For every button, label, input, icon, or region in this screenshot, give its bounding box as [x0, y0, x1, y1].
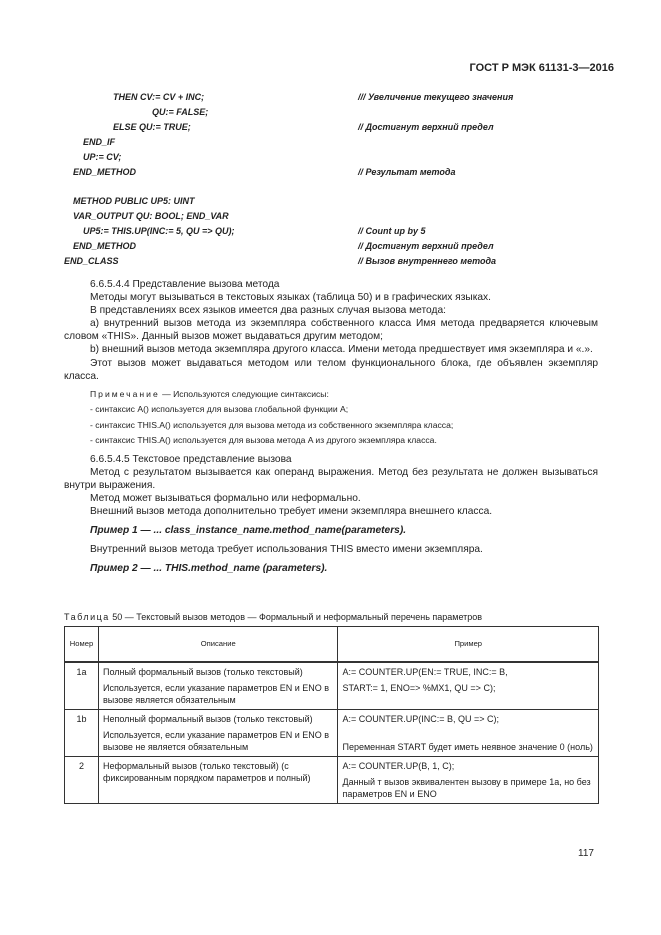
- row-num: 1a: [65, 662, 99, 710]
- paragraph: а) внутренний вызов метода из экземпляра собственного класса Имя метода предваряется ключевым словом «THIS». Данный вызов может выдаваться другим методом;: [64, 318, 598, 343]
- code-line: END_METHOD: [73, 241, 137, 251]
- example: Пример 1 — ... class_instance_name.method_name(parameters).: [90, 525, 407, 537]
- example-line: Данный т вызов эквивалентен вызову в примере 1а, но без параметров EN и ENO: [342, 777, 591, 799]
- example-line: A:= COUNTER.UP(EN:= TRUE, INC:= B,: [342, 667, 508, 677]
- table-caption-text: 50 — Текстовый вызов методов — Формальный и неформальный перечень параметров: [109, 612, 483, 622]
- code-line: THEN CV:= CV + INC;: [113, 92, 205, 102]
- paragraph: Методы могут вызываться в текстовых языках (таблица 50) и в графических языках.: [90, 292, 491, 304]
- row-desc: [98, 757, 338, 804]
- code-line: VAR_OUTPUT QU: BOOL; END_VAR: [73, 211, 229, 221]
- paragraph: Метод с результатом вызывается как операнд выражения. Метод без результата не должен вызываться внутри выражения.: [64, 466, 598, 491]
- note-label: Примечание: [90, 388, 160, 399]
- row-example: [338, 757, 599, 804]
- table-header-row: [65, 627, 599, 663]
- code-comment: // Count up by 5: [358, 226, 426, 236]
- header-num: Номер: [65, 627, 99, 663]
- paragraph: Метод может вызываться формально или неформально.: [90, 493, 361, 505]
- methods-table: [64, 626, 599, 804]
- table-caption-label: Таблица: [64, 612, 110, 622]
- code-line: END_IF: [83, 137, 116, 147]
- desc-line: Используется, если указание параметров EN и ENO в вызове не является обязательным: [102, 730, 330, 752]
- table-row: [65, 662, 599, 710]
- desc-line: Используется, если указание параметров EN и ENO в вызове является обязательным: [102, 683, 330, 705]
- desc-line: Полный формальный вызов (только текстовый): [102, 667, 303, 677]
- example-line: A:= COUNTER.UP(B, 1, C);: [342, 761, 455, 771]
- table-row: [65, 710, 599, 757]
- code-comment: // Вызов внутреннего метода: [358, 256, 497, 266]
- code-comment: /// Увеличение текущего значения: [358, 92, 514, 102]
- code-comment: // Результат метода: [358, 167, 456, 177]
- code-line: METHOD PUBLIC UP5: UINT: [73, 196, 195, 206]
- code-comment: // Достигнут верхний предел: [358, 241, 494, 251]
- desc-line: Неформальный вызов (только текстовый) (с фиксированным порядком параметров и полный): [102, 761, 311, 783]
- body-text: [64, 278, 598, 582]
- code-comment: // Достигнут верхний предел: [358, 122, 494, 132]
- example-line: Переменная START будет иметь неявное значение 0 (ноль): [342, 742, 593, 752]
- paragraph: В представлениях всех языков имеется два разных случая вызова метода:: [90, 305, 446, 317]
- note-item: - синтаксис THIS.A() используется для вызова метода A из другого экземпляра класса.: [90, 435, 437, 446]
- paragraph: Внутренний вызов метода требует использования THIS вместо имени экземпляра.: [90, 544, 483, 556]
- note: [64, 387, 598, 403]
- code-line: END_METHOD: [73, 167, 137, 177]
- row-example: [338, 710, 599, 757]
- page-number: 117: [578, 848, 594, 859]
- table-caption: [64, 612, 482, 622]
- example-line: A:= COUNTER.UP(INC:= B, QU => C);: [342, 714, 499, 724]
- paragraph: Этот вызов может выдаваться методом или телом функционального блока, где объявлен экземпляр класса.: [64, 357, 598, 382]
- header-example: Пример: [338, 627, 599, 663]
- example: Пример 2 — ... THIS.method_name (parameters).: [90, 563, 328, 575]
- code-line: UP5:= THIS.UP(INC:= 5, QU => QU);: [83, 226, 235, 236]
- note-item: - синтаксис THIS.A() используется для вызова метода из собственного экземпляра класса;: [90, 419, 454, 430]
- section-heading: 6.6.5.4.5 Текстовое представление вызова: [90, 453, 292, 465]
- code-line: UP:= CV;: [83, 152, 122, 162]
- code-line: QU:= FALSE;: [152, 107, 209, 117]
- note-item: - синтаксис A() используется для вызова глобальной функции A;: [90, 404, 349, 415]
- example-line: START:= 1, ENO=> %MX1, QU => C);: [342, 683, 496, 693]
- row-example: [338, 662, 599, 710]
- row-desc: [98, 662, 338, 710]
- note-text: — Используются следующие синтаксисы:: [159, 388, 329, 399]
- paragraph: b) внешний вызов метода экземпляра другого класса. Имени метода предшествует имя экземпляра и «.».: [90, 344, 593, 356]
- row-num: 1b: [65, 710, 99, 757]
- desc-line: Неполный формальный вызов (только текстовый): [102, 714, 313, 724]
- code-line: END_CLASS: [64, 256, 119, 266]
- table-row: [65, 757, 599, 804]
- document-header: ГОСТ Р МЭК 61131-3—2016: [469, 62, 614, 74]
- code-line: ELSE QU:= TRUE;: [113, 122, 191, 132]
- paragraph: Внешний вызов метода дополнительно требует имени экземпляра внешнего класса.: [90, 506, 493, 518]
- row-desc: [98, 710, 338, 757]
- section-heading: 6.6.5.4.4 Представление вызова метода: [90, 279, 280, 290]
- row-num: 2: [65, 757, 99, 804]
- header-desc: Описание: [98, 627, 338, 663]
